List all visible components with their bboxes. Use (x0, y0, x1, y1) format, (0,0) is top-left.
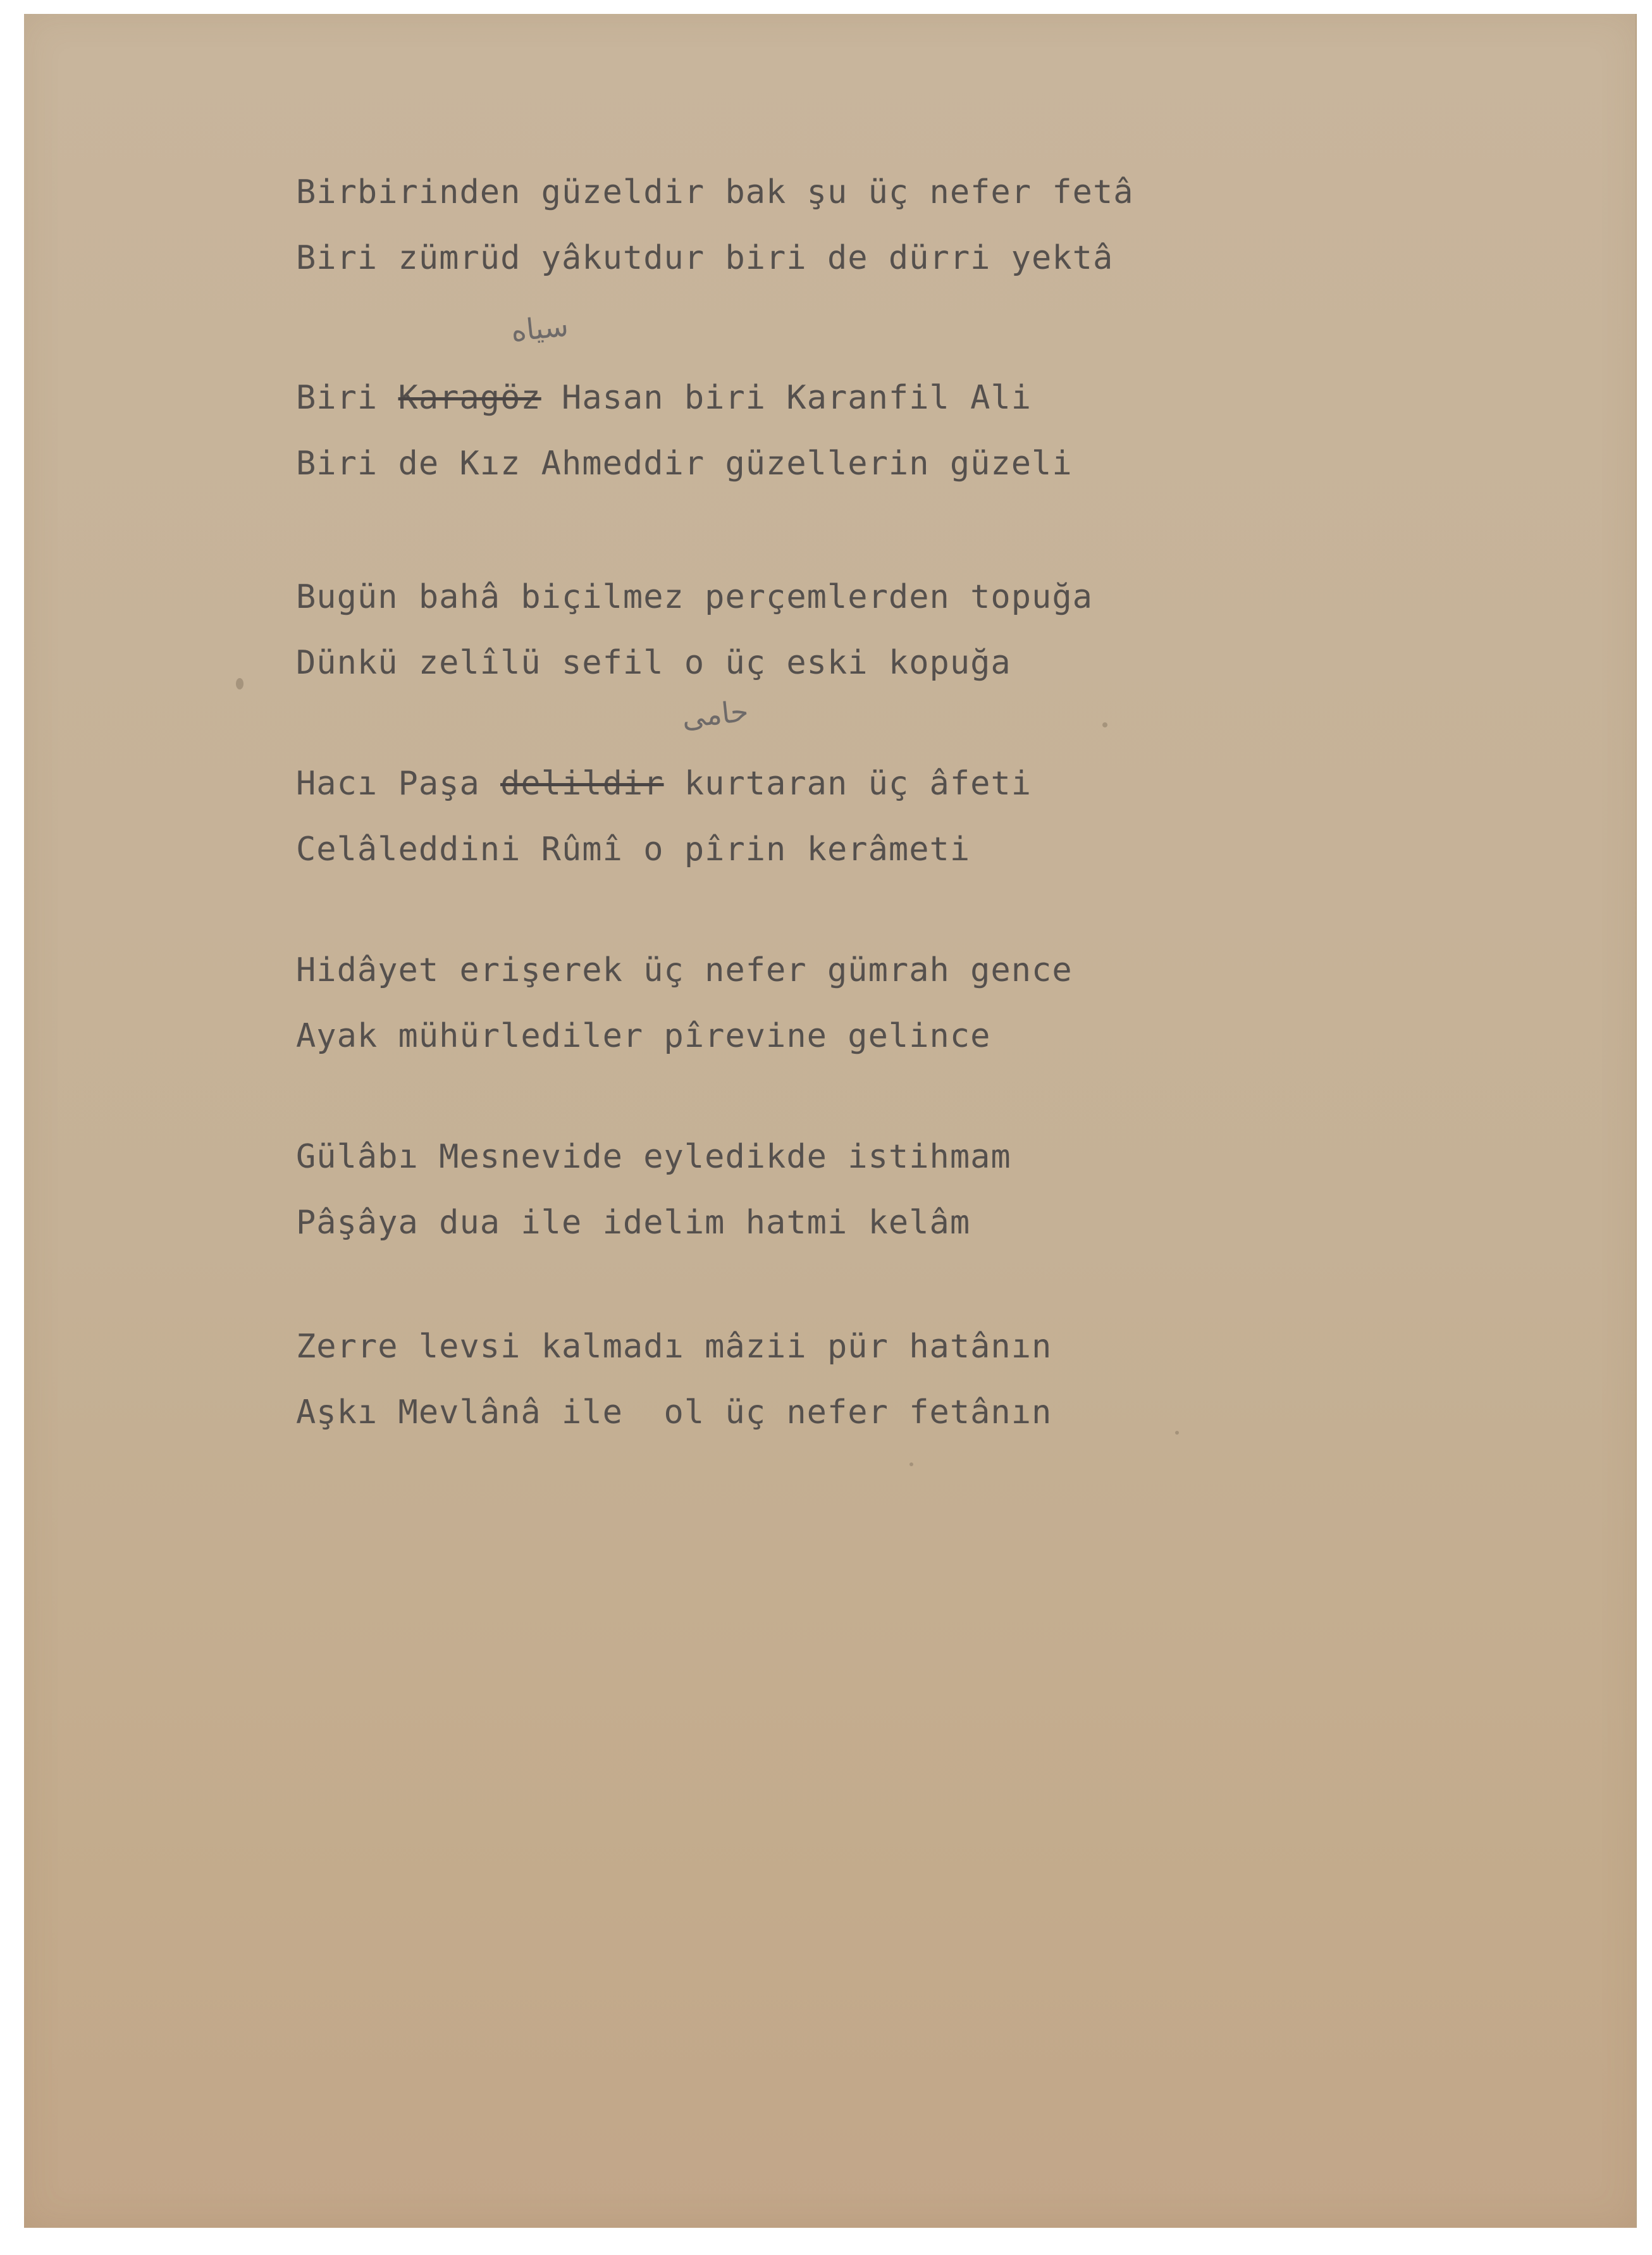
typewritten-page (24, 14, 1637, 2228)
stanza-3 (296, 564, 1093, 696)
poem-line: Zerre levsi kalmadı mâzii pür hatânın (296, 1328, 1052, 1366)
poem-line: Dünkü zelîlü sefil o üç eski kopuğa (296, 644, 1011, 682)
stanza-7 (296, 1314, 1052, 1445)
struck-word: Karagöz (398, 379, 541, 417)
paper-speck (1175, 1431, 1179, 1435)
poem-line-with-strikethrough (296, 751, 1032, 817)
handwritten-annotation-karagoz: سیاه (509, 308, 570, 349)
paper-speck (1102, 722, 1107, 727)
poem-line: Aşkı Mevlânâ ile ol üç nefer fetânın (296, 1393, 1052, 1431)
poem-line: Bugün bahâ biçilmez perçemlerden topuğa (296, 578, 1093, 616)
paper-speck (236, 678, 243, 689)
poem-line: Biri zümrüd yâkutdur biri de dürri yektâ (296, 239, 1114, 277)
poem-line: Celâleddini Rûmî o pîrin kerâmeti (296, 831, 971, 868)
stanza-1 (296, 159, 1134, 291)
handwritten-annotation-delildir: حامی (680, 693, 750, 735)
poem-line: Biri de Kız Ahmeddir güzellerin güzeli (296, 445, 1073, 483)
poem-line: Pâşâya dua ile idelim hatmi kelâm (296, 1204, 971, 1242)
stanza-5 (296, 937, 1073, 1069)
line-text: kurtaran üç âfeti (663, 765, 1032, 803)
stanza-4 (296, 751, 1032, 882)
stanza-2 (296, 365, 1073, 497)
poem-line: Gülâbı Mesnevide eyledikde istihmam (296, 1138, 1011, 1176)
stanza-6 (296, 1124, 1011, 1256)
poem-line-with-strikethrough (296, 365, 1073, 431)
line-text: Hasan biri Karanfil Ali (541, 379, 1032, 417)
struck-word: delildir (500, 765, 664, 803)
line-text: Hacı Paşa (296, 765, 501, 803)
poem-line: Ayak mühürlediler pîrevine gelince (296, 1017, 991, 1055)
line-text: Biri (296, 379, 398, 417)
poem-line: Birbirinden güzeldir bak şu üç nefer fetâ (296, 173, 1134, 211)
paper-speck (909, 1462, 913, 1466)
poem-line: Hidâyet erişerek üç nefer gümrah gence (296, 951, 1073, 989)
